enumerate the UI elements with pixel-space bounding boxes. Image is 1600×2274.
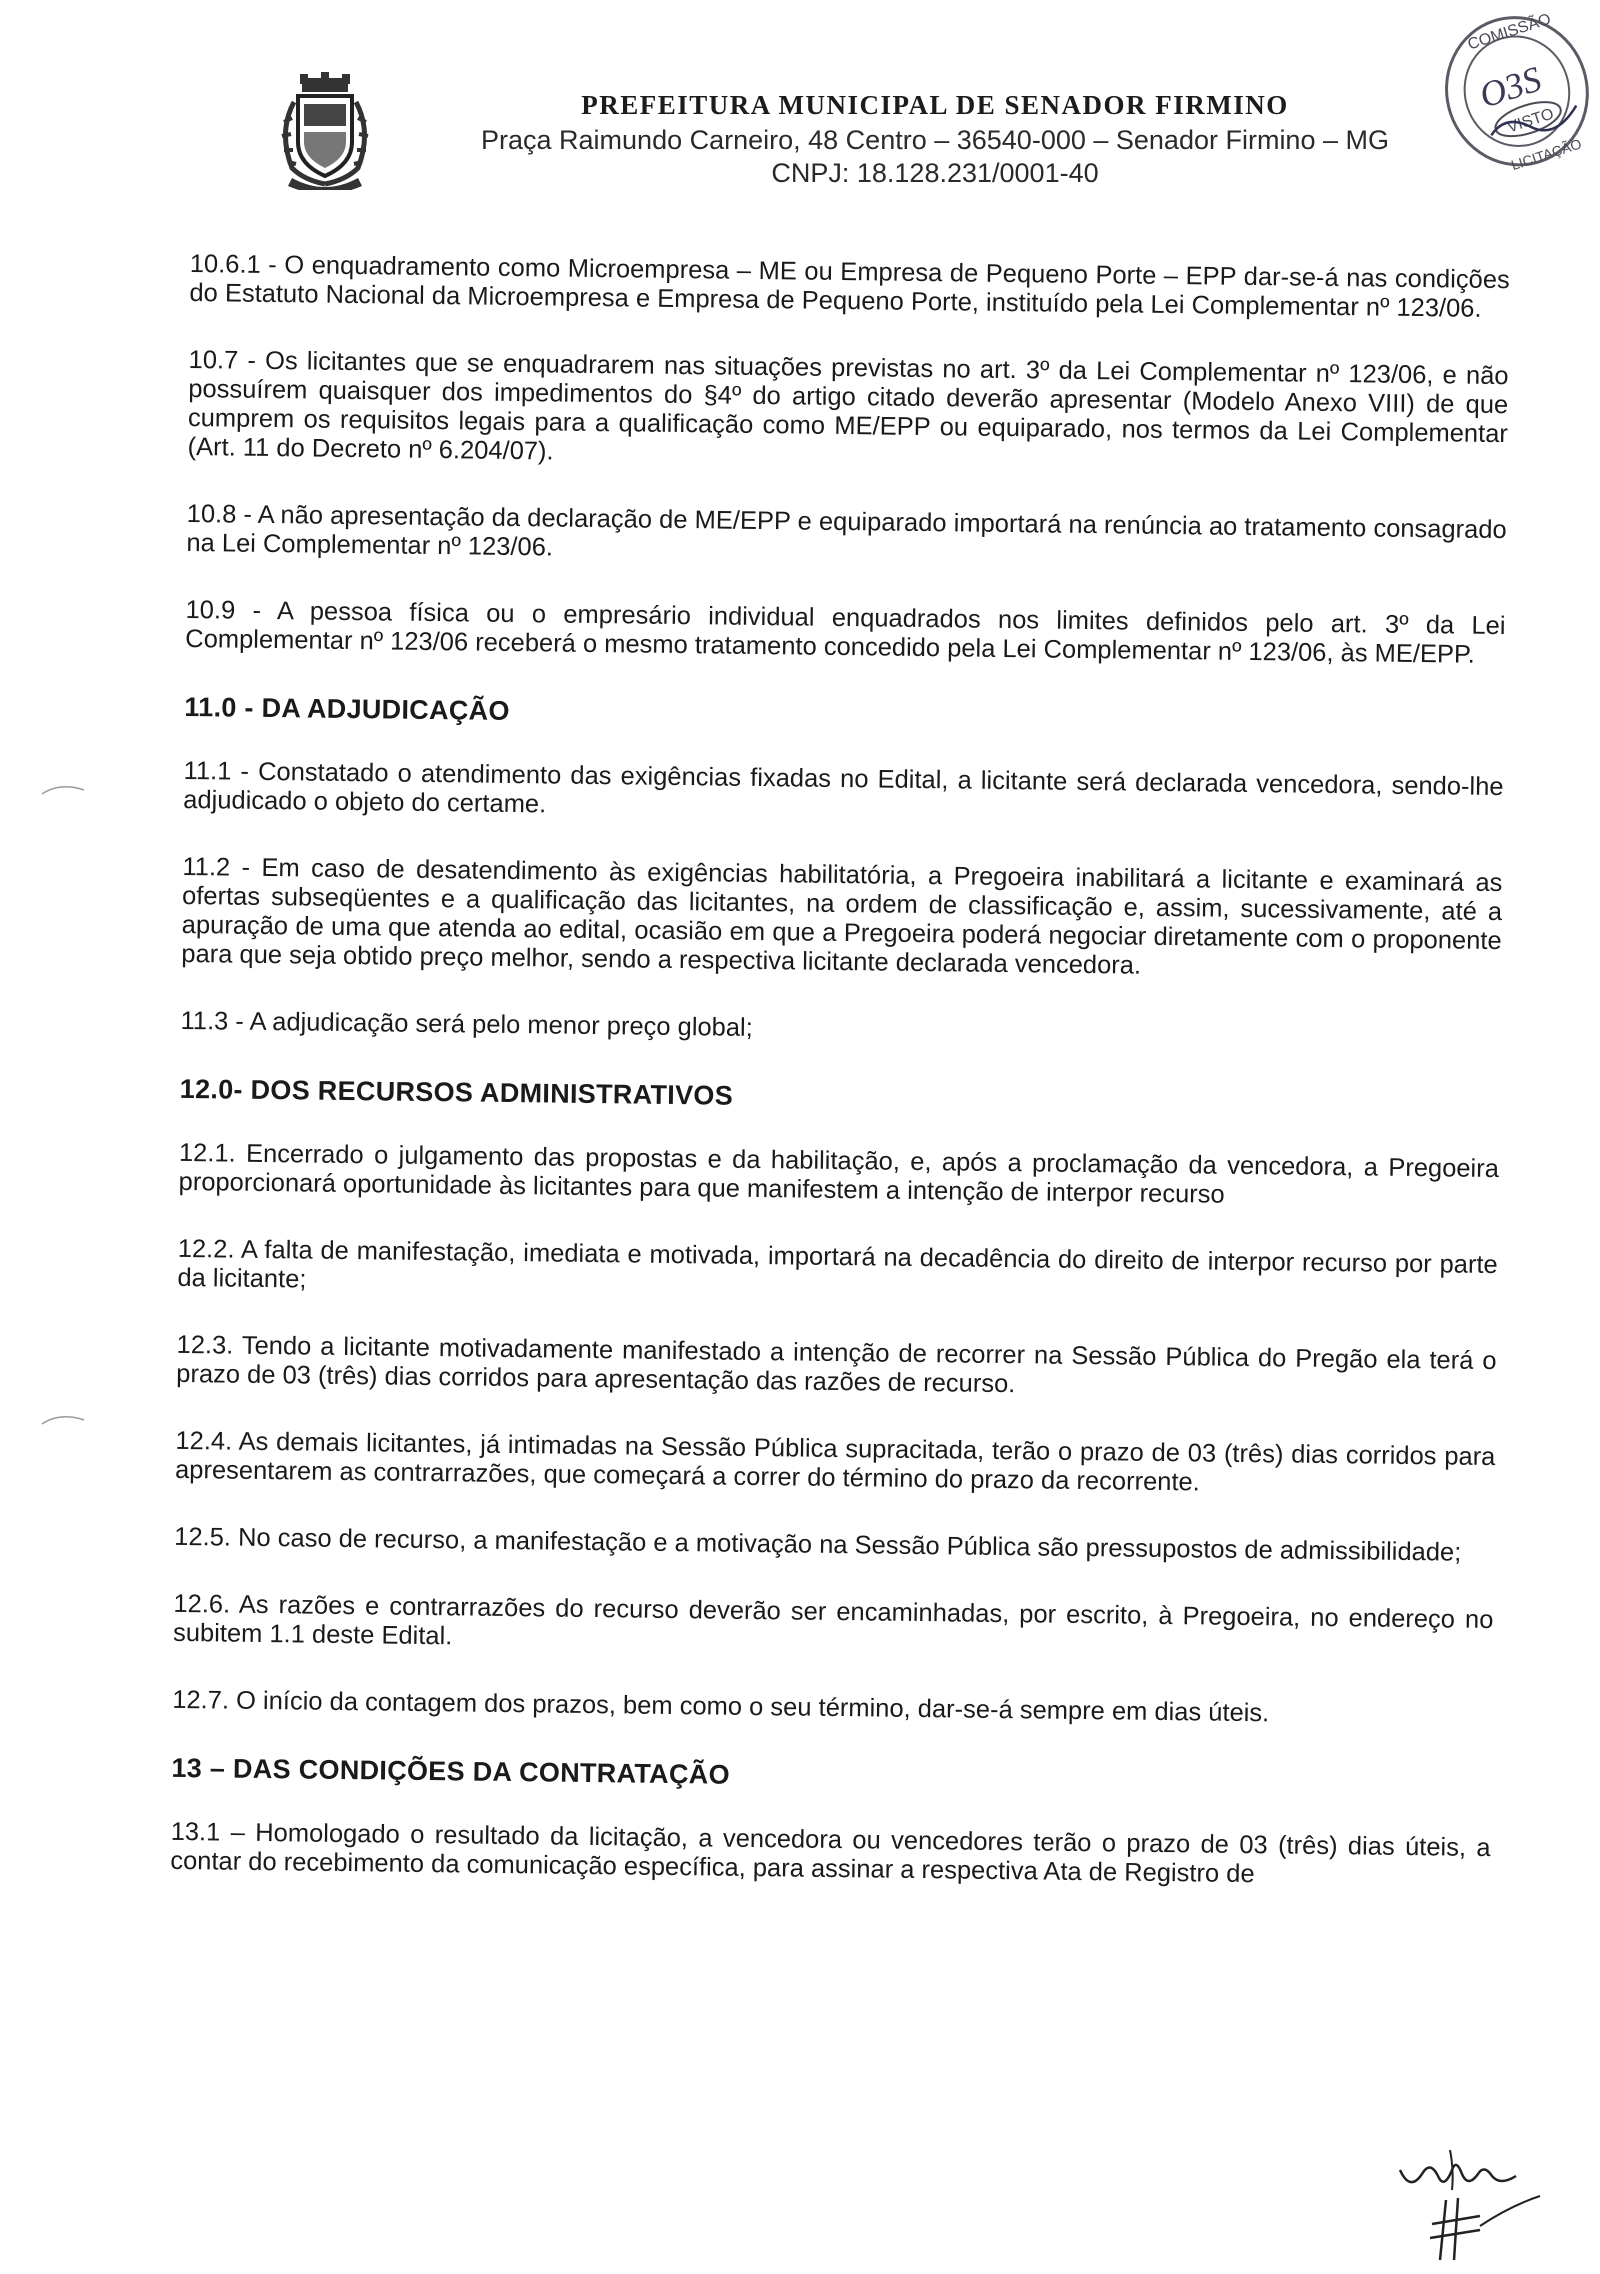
handwritten-initials-signature: [1380, 2130, 1560, 2270]
municipal-coat-of-arms-icon: [270, 72, 380, 190]
stamp-bottom-text: LICITAÇÃO: [1509, 135, 1584, 174]
clause-paragraph: 12.6. As razões e contrarrazões do recurso deverão ser encaminhadas, por escrito, à Pregoeira, no endereço no subitem 1.1 deste Edital.: [172, 1589, 1494, 1651]
section-heading: 13 – DAS CONDIÇÕES DA CONTRATAÇÃO: [171, 1752, 731, 1790]
section-heading: 12.0- DOS RECURSOS ADMINISTRATIVOS: [179, 1073, 734, 1111]
clause-paragraph: 12.4. As demais licitantes, já intimadas na Sessão Pública supracitada, terão o prazo de 03 (três) dias corridos para apresentarem as contrarrazões, que começará a correr do término do prazo da recorrente.: [174, 1426, 1496, 1497]
clause-paragraph: 11.1 - Constatado o atendimento das exigências fixadas no Edital, a licitante será declarada vencedora, sendo-lhe adjudicado o objeto do certame.: [183, 756, 1504, 819]
stamp-middle-text: VISTO: [1505, 105, 1556, 137]
clause-paragraph: 10.6.1 - O enquadramento como Microempresa – ME ou Empresa de Pequeno Porte – EPP dar-se-á nas condições do Estatuto Nacional da Microempresa e Empresa de Pequeno Porte, instituído pela Lei Complementar nº 123/06.: [189, 250, 1510, 323]
letterhead-text: [430, 90, 1440, 191]
clause-paragraph: 11.2 - Em caso de desatendimento às exigências habilitatória, a Pregoeira inabilitará a licitante e examinará as ofertas subseqüentes e a qualificação das licitantes, na ordem de classificação e, assim, sucessivamente, até a apuração de uma que atenda ao edital, ocasião em que a Pregoeira poderá negociar diretamente com o proponente para que seja obtido preço melhor, sendo a respectiva licitante declarada vencedora.: [181, 852, 1503, 980]
clause-paragraph: 10.9 - A pessoa física ou o empresário individual enquadrados nos limites definidos pelo art. 3º da Lei Complementar nº 123/06 receberá o mesmo tratamento concedido pela Lei Complementar nº 123/06, às ME/EPP.: [185, 595, 1506, 669]
organization-name: PREFEITURA MUNICIPAL DE SENADOR FIRMINO: [581, 90, 1289, 120]
clause-paragraph: 12.3. Tendo a licitante motivadamente manifestado a intenção de recorrer na Sessão Pública do Pregão ela terá o prazo de 03 (três) dias corridos para apresentação das razões de recurso.: [176, 1330, 1497, 1399]
clause-paragraph: 13.1 – Homologado o resultado da licitação, a vencedora ou vencedores terão o prazo de 03 (três) dias úteis, a contar do recebimento da comunicação específica, para assinar a respectiva Ata de Registro de: [170, 1817, 1491, 1889]
clause-paragraph: 10.7 - Os licitantes que se enquadrarem nas situações previstas no art. 3º da Lei Complementar nº 123/06, e não possuírem quaisquer dos impedimentos do §4º do artigo citado deverão apresentar (Modelo Anexo VIII) de que cumprem os requisitos legais para a qualificação como ME/EPP ou equiparado, nos termos da Lei Complementar (Art. 11 do Decreto nº 6.204/07).: [187, 345, 1509, 466]
letterhead: [0, 60, 1600, 210]
margin-mark-icon: [40, 1410, 90, 1430]
clause-paragraph: 10.8 - A não apresentação da declaração de ME/EPP e equiparado importará na renúncia ao tratamento consagrado na Lei Complementar nº 123/06.: [186, 499, 1507, 562]
document-body: [170, 250, 1510, 1930]
stamp-top-text: COMISSÃO: [1465, 10, 1554, 54]
clause-paragraph: 12.7. O início da contagem dos prazos, bem como o seu término, dar-se-á sempre em dias úteis.: [172, 1685, 1270, 1728]
organization-cnpj: CNPJ: 18.128.231/0001-40: [771, 158, 1099, 188]
clause-paragraph: 11.3 - A adjudicação será pelo menor preço global;: [180, 1006, 753, 1042]
commission-stamp-icon: [1430, 0, 1600, 190]
clause-paragraph: 12.1. Encerrado o julgamento das propostas e da habilitação, e, após a proclamação da vencedora, a Pregoeira proporcionará oportunidade às licitantes para que manifestem a intenção de interpor recurso: [178, 1138, 1500, 1209]
margin-mark-icon: [40, 780, 90, 800]
clause-paragraph: 12.2. A falta de manifestação, imediata e motivada, importará na decadência do direito de interpor recurso por parte da licitante;: [177, 1234, 1498, 1294]
stamp-page-number: O3S: [1474, 58, 1546, 116]
section-heading: 11.0 - DA ADJUDICAÇÃO: [184, 691, 510, 726]
organization-address: Praça Raimundo Carneiro, 48 Centro – 36540-000 – Senador Firmino – MG: [481, 125, 1389, 155]
clause-paragraph: 12.5. No caso de recurso, a manifestação e a motivação na Sessão Pública são pressupostos de admissibilidade;: [174, 1522, 1462, 1567]
